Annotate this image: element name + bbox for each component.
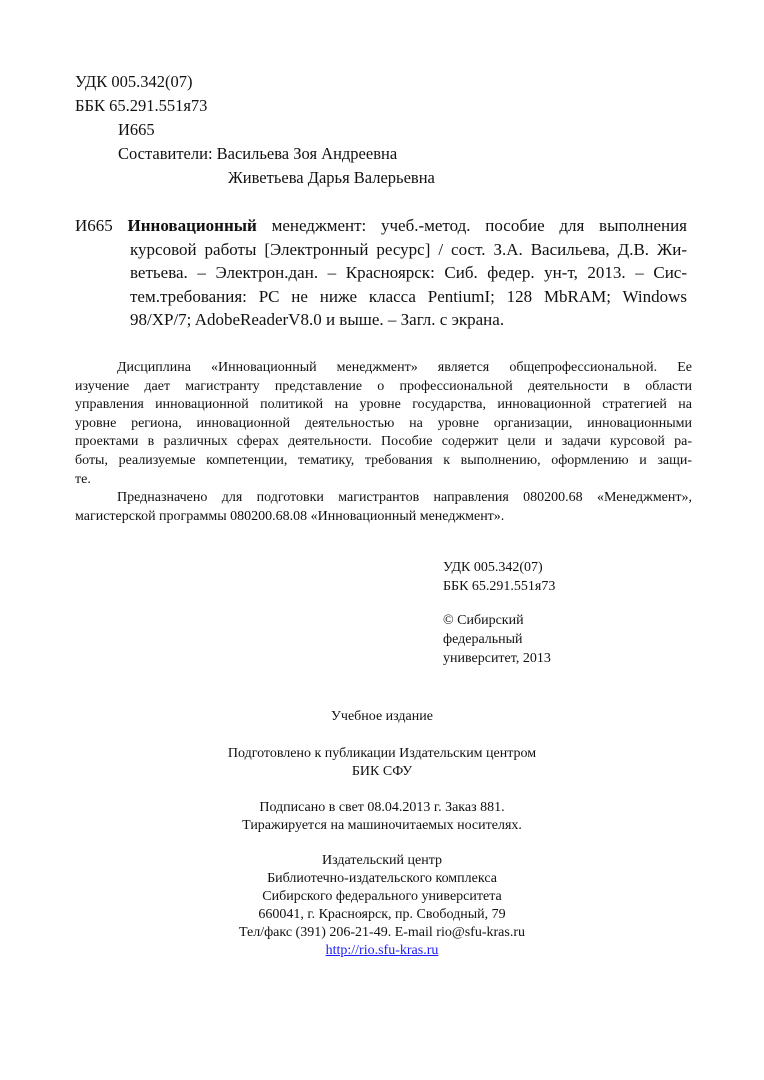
publisher-line-1: Издательский центр [321, 853, 443, 868]
copyright-line-1: © Сибирский [443, 613, 524, 628]
copyright-line-2: федеральный [443, 632, 523, 647]
copyright-udk: УДК 005.342(07) [443, 560, 543, 575]
prepared-line-2: БИК СФУ [351, 764, 413, 779]
abstract-line: те. [75, 471, 91, 487]
udk-code: УДК 005.342(07) [75, 72, 193, 91]
abstract-line: управления инновационной политикой на уровне государства, инновационной стратегией на [75, 397, 692, 413]
edition-type: Учебное издание [331, 709, 433, 724]
bib-line-3: ветьева. – Электрон.дан. – Красноярск: Сиб. федер. ун-т, 2013. – Сис- [130, 263, 687, 282]
bibliographic-record [75, 214, 687, 332]
bib-line-2: курсовой работы [Электронный ресурс] / сост. З.А. Васильева, Д.В. Жи- [130, 239, 687, 259]
copies-line: Тиражируется на машиночитаемых носителях. [242, 818, 522, 833]
purpose-line: Предназначено для подготовки магистрантов направления 080200.68 «Менеджмент», [117, 490, 692, 506]
abstract-line: Дисциплина «Инновационный менеджмент» является общепрофессиональной. Ее [117, 360, 692, 375]
abstract [75, 359, 692, 526]
copyright-line-3: университет, 2013 [443, 651, 551, 666]
bib-title: Инновационный [127, 216, 257, 235]
prepared-line-1: Подготовлено к публикации Издательским центром [227, 746, 537, 761]
address-line: 660041, г. Красноярск, пр. Свободный, 79 [258, 907, 506, 922]
compilers-line [118, 142, 397, 166]
abstract-line: боты, реализуемые компетенции, тематику, требования к выполнению, оформлению и защи- [75, 452, 692, 468]
bib-line-4: тем.требования: PC не ниже класса PentiumI; 128 MbRAM; Windows [130, 286, 687, 306]
contacts-line: Тел/факс (391) 206-21-49. E-mail rio@sfu-kras.ru [238, 925, 525, 940]
website-link[interactable]: http://rio.sfu-kras.ru [325, 943, 439, 958]
website-line [0, 942, 764, 961]
bib-line-1 [75, 214, 687, 238]
abstract-line: изучение дает магистранту представление о профессиональной деятельности в области [75, 378, 692, 394]
publisher-line-2: Библиотечно-издательского комплекса [267, 871, 497, 886]
bib-code: И665 [75, 216, 113, 235]
compiler-name-2: Живетьева Дарья Валерьевна [228, 168, 435, 187]
abstract-line: проектами в различных сферах деятельности. Пособие содержит цели и задачи курсовой ра- [75, 434, 692, 450]
purpose-line: магистерской программы 080200.68.08 «Инновационный менеджмент». [75, 508, 505, 524]
bbk-code: ББК 65.291.551я73 [75, 96, 208, 115]
bib-line-5: 98/XP/7; AdobeReaderV8.0 и выше. – Загл. с экрана. [130, 310, 505, 329]
publisher-line-3: Сибирского федерального университета [262, 889, 502, 904]
signed-line: Подписано в свет 08.04.2013 г. Заказ 881. [259, 800, 505, 815]
compilers-label: Составители: [118, 144, 213, 163]
author-mark: И665 [118, 120, 155, 139]
copyright-bbk: ББК 65.291.551я73 [443, 579, 556, 594]
bib-title-rest: менеджмент: учеб.-метод. пособие для выполнения [271, 216, 688, 235]
compiler-name-1: Васильева Зоя Андреевна [216, 144, 398, 163]
abstract-line: уровне региона, инновационной деятельностью на уровне организации, инновационными [75, 415, 692, 431]
